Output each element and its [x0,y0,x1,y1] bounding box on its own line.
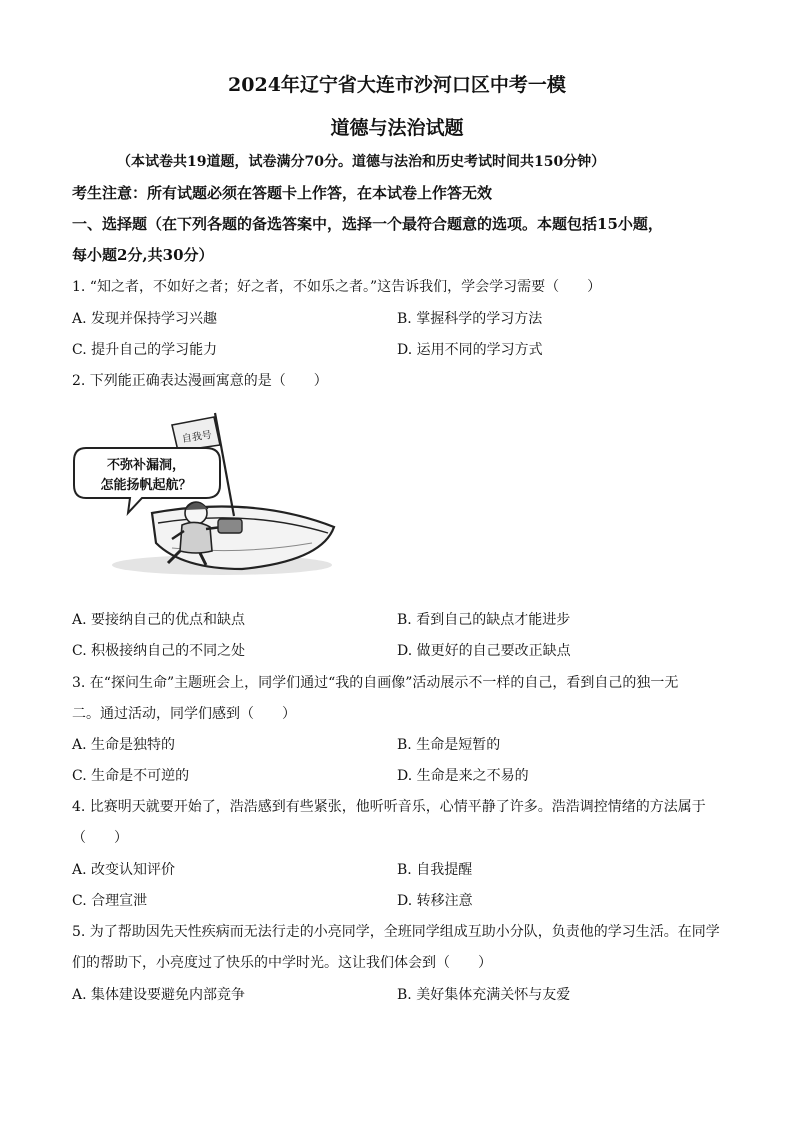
question-5-stem-cont: 们的帮助下，小亮度过了快乐的中学时光。这让我们体会到（ ） [72,955,492,971]
question-4-stem-cont: （ ） [72,830,128,846]
question-3-option-a: A. 生命是独特的 [72,737,176,753]
exam-title: 2024年辽宁省大连市沙河口区中考一模 [228,74,566,96]
question-1-stem: 1. “知之者，不如好之者；好之者，不如乐之者。”这告诉我们，学会学习需要（ ） [72,279,602,295]
question-3-stem: 3. 在“探问生命”主题班会上，同学们通过“我的自画像”活动展示不一样的自己，看到自己的独一无 [72,675,679,691]
question-5-option-b: B. 美好集体充满关怀与友爱 [397,987,571,1003]
flag-text: 自我号 [181,429,213,446]
question-2-option-c: C. 积极接纳自己的不同之处 [72,643,246,659]
question-2-option-a: A. 要接纳自己的优点和缺点 [72,612,246,628]
person-hair [185,502,208,510]
question-2-option-d: D. 做更好的自己要改正缺点 [397,643,571,659]
question-4-option-d: D. 转移注意 [397,893,473,909]
question-5-option-a: A. 集体建设要避免内部竞争 [72,987,246,1003]
question-4-option-b: B. 自我提醒 [397,862,473,878]
section-heading-cont: 每小题2分,共30分） [72,246,214,264]
exam-notice: 考生注意：所有试题必须在答题卡上作答，在本试卷上作答无效 [72,184,493,202]
section-heading: 一、选择题（在下列各题的备选答案中，选择一个最符合题意的选项。本题包括15小题， [72,215,663,233]
question-4-option-c: C. 合理宣泄 [72,893,148,909]
question-4-option-a: A. 改变认知评价 [72,862,176,878]
toolbox [218,519,242,533]
exam-subtitle: 道德与法治试题 [330,117,464,139]
question-3-option-d: D. 生命是来之不易的 [397,768,529,784]
question-1-option-b: B. 掌握科学的学习方法 [397,311,543,327]
bubble-line-1: 不弥补漏洞， [106,458,186,473]
question-4-stem: 4. 比赛明天就要开始了，浩浩感到有些紧张，他听听音乐，心情平静了许多。浩浩调控情绪的方法属于 [72,799,706,815]
bubble-line-2: 怎能扬帆起航？ [100,478,192,493]
question-3-stem-cont: 二。通过活动，同学们感到（ ） [72,706,296,722]
cartoon-illustration [72,403,337,583]
exam-info: （本试卷共19道题，试卷满分70分。道德与法治和历史考试时间共150分钟） [117,154,606,170]
question-5-stem: 5. 为了帮助因先天性疾病而无法行走的小亮同学，全班同学组成互助小分队，负责他的学习生活。在同学 [72,924,720,940]
question-2-stem: 2. 下列能正确表达漫画寓意的是（ ） [72,373,328,389]
question-1-option-c: C. 提升自己的学习能力 [72,342,218,358]
question-3-option-c: C. 生命是不可逆的 [72,768,190,784]
question-3-option-b: B. 生命是短暂的 [397,737,501,753]
question-2-option-b: B. 看到自己的缺点才能进步 [397,612,571,628]
question-1-option-d: D. 运用不同的学习方式 [397,342,543,358]
person-body [180,522,212,553]
question-1-option-a: A. 发现并保持学习兴趣 [72,311,218,327]
